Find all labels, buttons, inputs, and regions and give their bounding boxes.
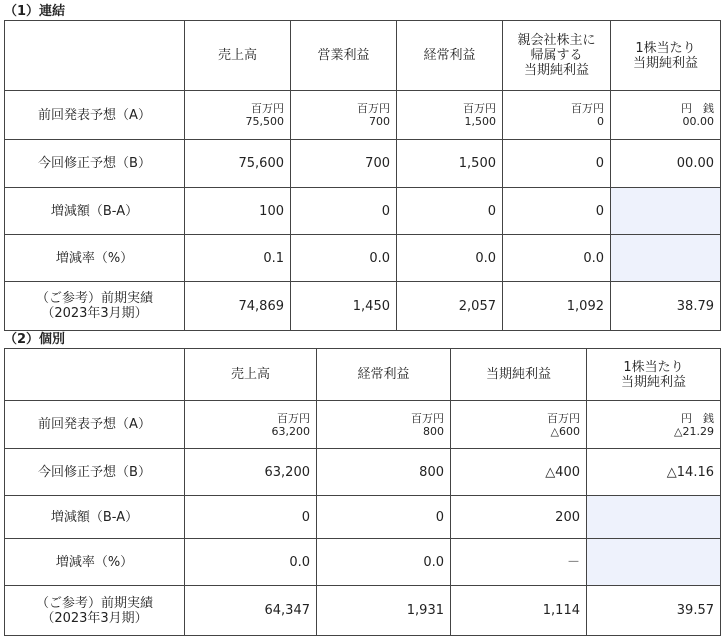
section1-title: （1）連結	[4, 4, 66, 19]
empty-cell	[611, 235, 721, 282]
header-eps: 1株当たり 当期純利益	[587, 349, 721, 401]
header-ordinary-profit: 経常利益	[397, 21, 503, 91]
row-label: （ご参考）前期実績 （2023年3月期）	[5, 282, 185, 331]
table-row: 今回修正予想（B） 75,600 700 1,500 0 00.00	[5, 140, 721, 188]
section2-title: （2）個別	[4, 332, 66, 347]
header-eps: 1株当たり 当期純利益	[611, 21, 721, 91]
table-row: （ご参考）前期実績 （2023年3月期） 74,869 1,450 2,057 1,092 38.79	[5, 282, 721, 331]
empty-cell	[611, 188, 721, 235]
consolidated-table	[4, 20, 721, 331]
table-row: 増減率（%） 0.1 0.0 0.0 0.0	[5, 235, 721, 282]
row-label: 増減額（B-A）	[5, 188, 185, 235]
empty-cell	[587, 539, 721, 586]
header-operating-profit: 営業利益	[291, 21, 397, 91]
table-row: 今回修正予想（B） 63,200 800 △400 △14.16	[5, 449, 721, 496]
table-row: （ご参考）前期実績 （2023年3月期） 64,347 1,931 1,114 39.57	[5, 586, 721, 636]
row-label: 今回修正予想（B）	[5, 140, 185, 188]
header-net-income-parent: 親会社株主に 帰属する 当期純利益	[503, 21, 611, 91]
header-net-income: 当期純利益	[451, 349, 587, 401]
header-ordinary-profit: 経常利益	[317, 349, 451, 401]
table-row: 増減額（B-A） 100 0 0 0	[5, 188, 721, 235]
row-label: 増減率（%）	[5, 539, 185, 586]
header-sales: 売上高	[185, 349, 317, 401]
header-sales: 売上高	[185, 21, 291, 91]
table-header-row	[5, 349, 721, 401]
row-label: 増減額（B-A）	[5, 496, 185, 539]
row-label: 増減率（%）	[5, 235, 185, 282]
nonconsolidated-table	[4, 348, 721, 636]
row-label: 前回発表予想（A）	[5, 91, 185, 140]
row-label: （ご参考）前期実績 （2023年3月期）	[5, 586, 185, 636]
row-label: 今回修正予想（B）	[5, 449, 185, 496]
table-row: 増減額（B-A） 0 0 200	[5, 496, 721, 539]
row-label: 前回発表予想（A）	[5, 401, 185, 449]
table-row: 前回発表予想（A） 百万円 63,200 百万円 800 百万円 △600 円 銭 △21.29	[5, 401, 721, 449]
table-header-row	[5, 21, 721, 91]
table-row: 増減率（%） 0.0 0.0 －	[5, 539, 721, 586]
header-blank	[5, 21, 185, 91]
table-row: 前回発表予想（A） 百万円 75,500 百万円 700 百万円 1,500 百万円 0 円 銭 00.00	[5, 91, 721, 140]
header-blank	[5, 349, 185, 401]
empty-cell	[587, 496, 721, 539]
